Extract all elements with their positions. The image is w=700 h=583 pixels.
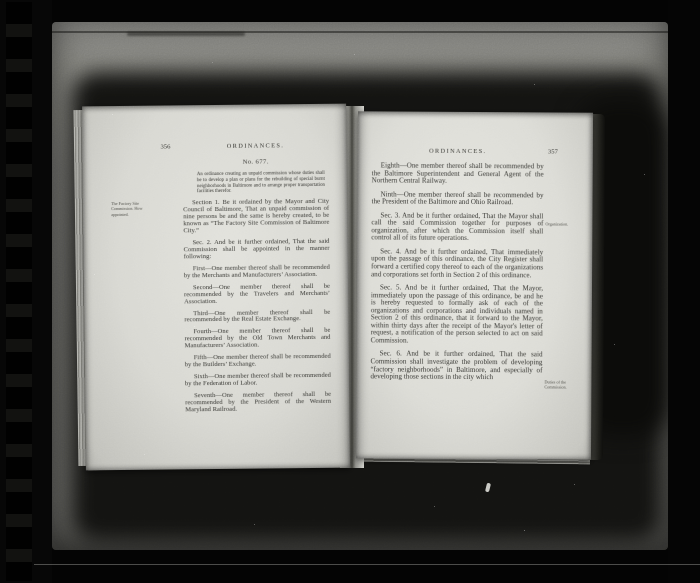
dust-specks [52, 22, 53, 23]
left-page [82, 104, 350, 471]
right-page [356, 111, 593, 459]
margin-note-duties: Duties of the Commission. [544, 379, 567, 390]
film-scratch-line [34, 564, 700, 565]
ordinance-paragraph: Fifth—One member thereof shall be recommended by the Builders’ Exchange. [184, 353, 331, 369]
ordinance-preamble: An ordinance creating an unpaid commission whose duties shall be to develop a plan or plans for the rebuilding of special burnt neighborhoods in Baltimore and to arrange proper transportation facilities therefor. [196, 170, 325, 195]
photograph-area [52, 22, 668, 550]
photo-smudge [127, 32, 245, 36]
ordinance-paragraph: Fourth—One member thereof shall be recommended by the Old Town Merchants and Manufacturers’ Association. [184, 327, 331, 350]
ordinance-paragraph: Third—One member thereof shall be recommended by the Real Estate Exchange. [184, 308, 331, 324]
left-page-header [160, 142, 328, 153]
ordinance-paragraph: Ninth—One member thereof shall be recommended by the President of the Baltimore and Ohio Railroad. [371, 190, 544, 207]
film-edge-left [0, 0, 52, 583]
right-page-number: 357 [547, 148, 558, 156]
right-running-head: ORDINANCES. [429, 147, 487, 156]
margin-note-organization: Organization. [545, 221, 569, 227]
ordinance-paragraph: Seventh—One member thereof shall be recommended by the President of the Western Maryland Railroad. [185, 390, 332, 414]
margin-note-factory-commission: The Factory Site Commission. How appointed. [111, 200, 143, 217]
ordinance-paragraph: Second—One member thereof shall be recommended by the Travelers and Merchants’ Association. [184, 282, 331, 305]
ordinance-paragraph: Eighth—One member thereof shall be recommended by the Baltimore Superintendent and General Agent of the Northern Central Railway. [371, 161, 544, 185]
ordinance-paragraph: Sec. 3. And be it further ordained, That the Mayor shall call the said Commission together for purposes of organization, after which the Commission itself shall control all of its future operations. [371, 211, 544, 243]
film-edge-right [668, 0, 700, 583]
right-page-header [372, 147, 558, 157]
ordinance-number: No. 677. [242, 158, 269, 166]
ordinance-paragraph: Sec. 2. And be it further ordained, That the said Commission shall be appointed in the manner following: [183, 237, 330, 261]
film-sprocket-strip [6, 2, 32, 581]
ordinance-paragraph: Section 1. Be it ordained by the Mayor and City Council of Baltimore, That an unpaid commission of nine persons be and the same is hereby created, to be known as “The Factory Site Commission of Baltimore City.” [183, 197, 330, 235]
ordinance-paragraph: Sec. 5. And be it further ordained, That the Mayor, immediately upon the passage of this ordinance, be and he is hereby requested to formally ask of each of the organizations and corporations and individuals named in Section 2 of this ordinance, that it forward to the Mayor, within thirty days after the receipt of the Mayor's letter of request, a notification of the person selected to act on said Commission. [370, 283, 544, 345]
ordinance-paragraph: Sec. 4. And be it further ordained, That immediately upon the passage of this ordinance, the City Register shall forward a certified copy thereof to each of the organizations and corporations set forth in Section 2 of this ordinance. [371, 247, 544, 279]
ordinance-paragraph: Sec. 6. And be it further ordained, That the said Commission shall investigate the problem of developing “factory neighborhoods” in Baltimore, and especially of developing those sections in the city which [370, 349, 543, 382]
left-running-head: ORDINANCES. [226, 142, 285, 150]
ordinance-paragraph: Sixth—One member thereof shall be recommended by the Federation of Labor. [184, 371, 331, 388]
ordinance-paragraph: First—One member thereof shall be recommended by the Merchants and Manufacturers’ Association. [183, 263, 330, 280]
left-page-number: 356 [160, 143, 171, 151]
